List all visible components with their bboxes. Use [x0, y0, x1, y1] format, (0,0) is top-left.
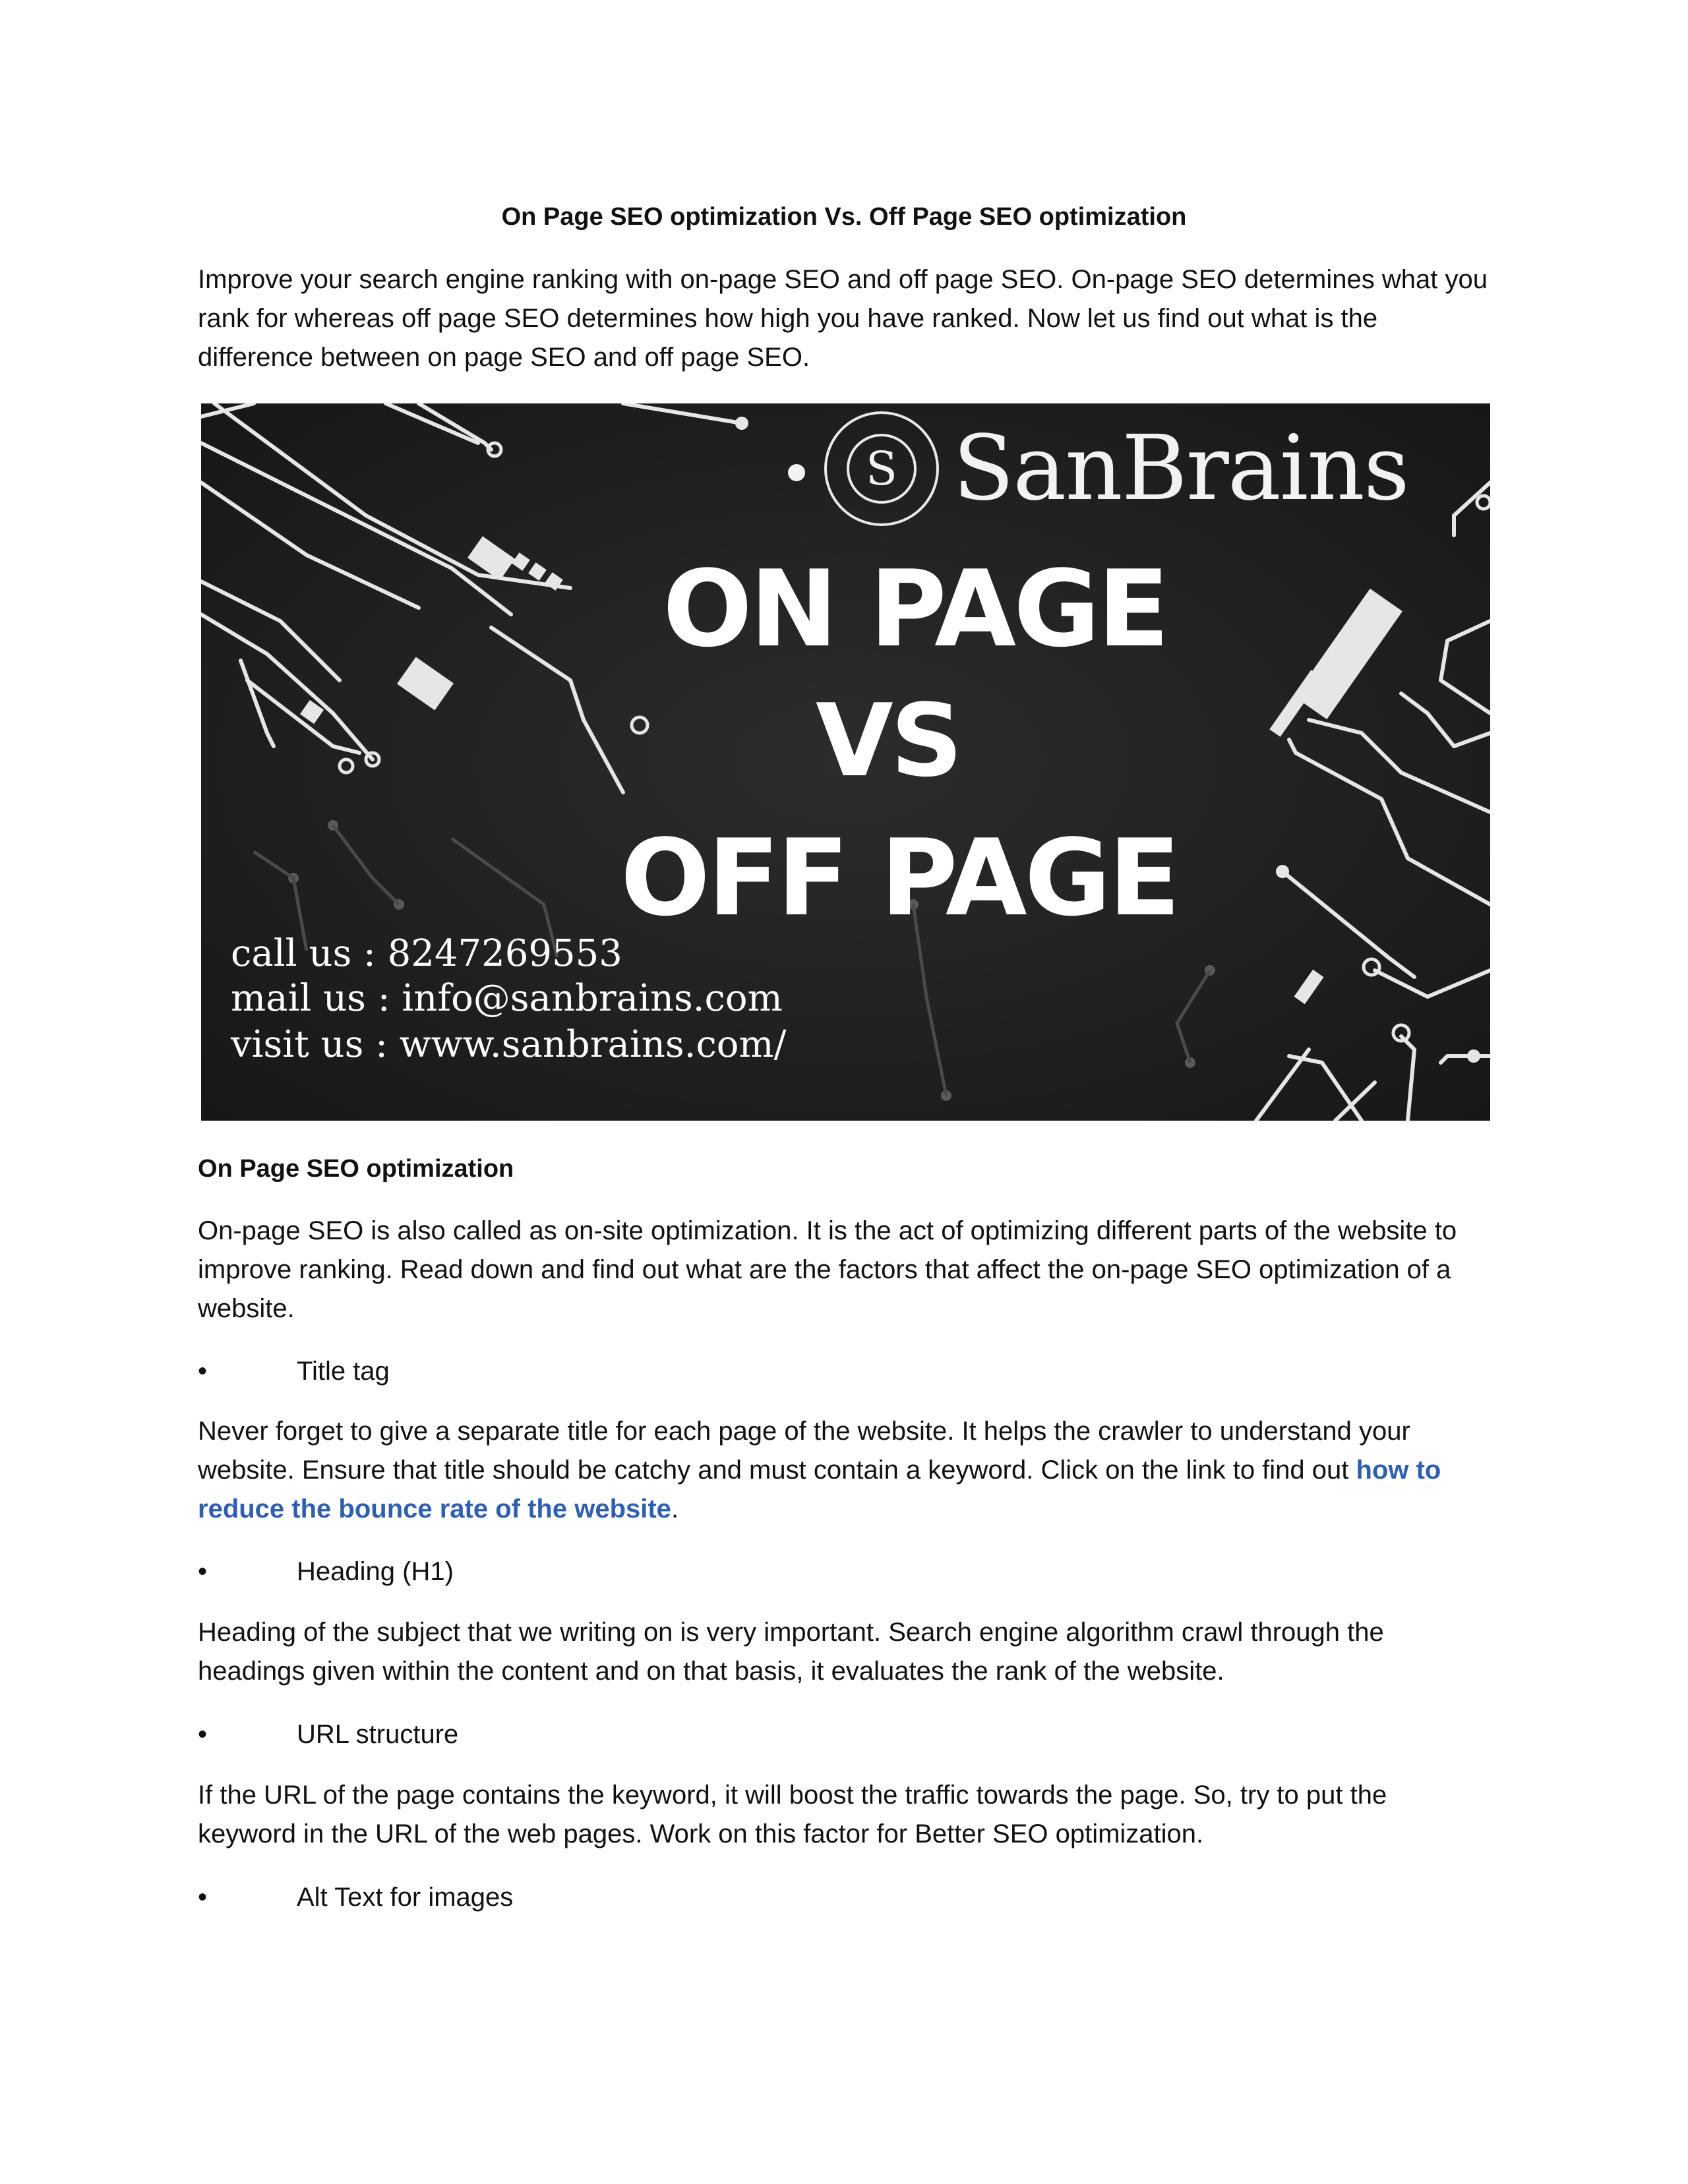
sanbrains-logo — [788, 410, 1487, 535]
bullet-heading-h1 — [198, 1554, 989, 1589]
intro-paragraph: Improve your search engine ranking with on-page SEO and off page SEO. On-page SEO determines what you rank for whereas off page SEO determines how high you have ranked. Now let us find out what is the difference between on page SEO and off page SEO. — [198, 265, 1488, 372]
headline-off-page: OFF PAGE — [620, 816, 1178, 939]
bullet-alt-text — [198, 1879, 989, 1915]
on-page-intro: On-page SEO is also called as on-site optimization. It is the act of optimizing different parts of the website to improve ranking. Read down and find out what are the factors that affect the on-page SEO optimization of a website. — [198, 1216, 1457, 1323]
document-title: On Page SEO optimization Vs. Off Page SEO optimization — [501, 203, 1187, 231]
bullet-symbol: • — [198, 1357, 208, 1386]
title-tag-text: Never forget to give a separate title for each page of the website. It helps the crawler to understand your website. Ensure that title should be catchy and must contain a keyword. Click on the link to find out — [198, 1417, 1410, 1485]
headline-vs: VS — [816, 682, 961, 799]
bullet-symbol: • — [198, 1883, 208, 1912]
bullet-symbol: • — [198, 1557, 208, 1586]
bullet-label: Title tag — [297, 1357, 390, 1386]
heading-paragraph: Heading of the subject that we writing on is very important. Search engine algorithm crawl through the headings given within the content and on that basis, it evaluates the rank of the website. — [198, 1618, 1384, 1686]
bullet-label: Heading (H1) — [297, 1557, 454, 1586]
bullet-url-structure — [198, 1717, 989, 1752]
logo-dot — [788, 464, 805, 481]
contact-email: mail us : info@sanbrains.com — [231, 977, 783, 1020]
headline-on-page: ON PAGE — [663, 547, 1167, 670]
bullet-label: URL structure — [297, 1720, 459, 1749]
logo-ring — [824, 411, 939, 526]
title-tag-paragraph — [198, 1412, 1490, 1529]
on-page-heading: On Page SEO optimization — [198, 1155, 514, 1183]
bounce-rate-link[interactable]: how to reduce the bounce rate of the website — [198, 1456, 1441, 1523]
bullet-label: Alt Text for images — [297, 1883, 514, 1912]
bullet-title-tag — [198, 1353, 989, 1389]
seo-banner-image — [201, 403, 1490, 1121]
url-paragraph: If the URL of the page contains the keyword, it will boost the traffic towards the page. So, try to put the keyword in the URL of the web pages. Work on this factor for Better SEO optimization. — [198, 1781, 1387, 1848]
brand-name: SanBrains — [953, 417, 1408, 521]
contact-phone: call us : 8247269553 — [231, 932, 622, 975]
bullet-symbol: • — [198, 1720, 208, 1749]
contact-website: visit us : www.sanbrains.com/ — [231, 1023, 787, 1066]
title-tag-end: . — [671, 1494, 679, 1523]
logo-letter-icon: S — [847, 434, 917, 504]
